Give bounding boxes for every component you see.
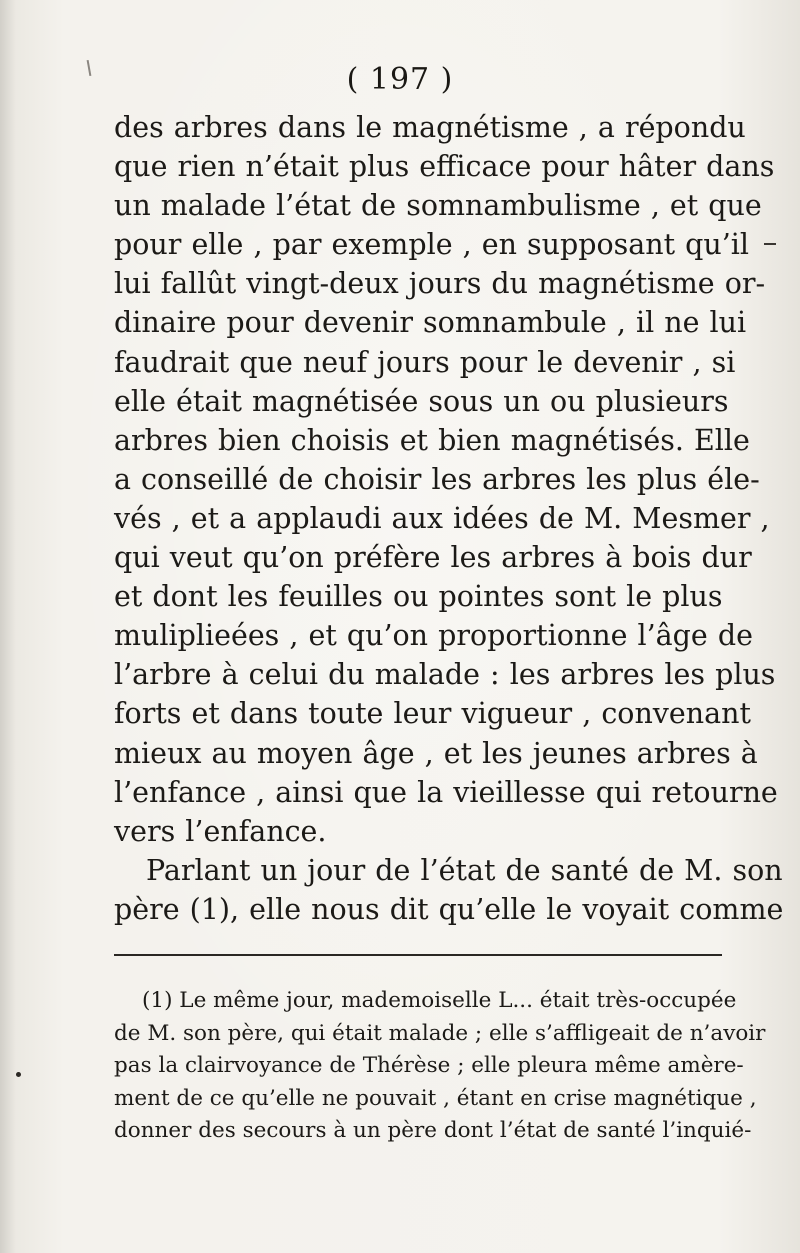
body-line: vers l’enfance. <box>114 814 327 848</box>
paragraph-start-line: Parlant un jour de l’état de santé de M. son <box>146 853 783 887</box>
body-line: faudrait que neuf jours pour le devenir , si <box>114 345 736 379</box>
body-line: un malade l’état de somnambulisme , et que <box>114 189 762 223</box>
margin-dash <box>764 243 776 245</box>
body-line: a conseillé de choisir les arbres les plus éle- <box>114 462 760 496</box>
body-line: vés , et a applaudi aux idées de M. Mesmer , <box>114 501 770 535</box>
body-line: et dont les feuilles ou pointes sont le plus <box>114 580 723 614</box>
body-line: forts et dans toute leur vigueur , convenant <box>114 697 751 731</box>
body-text <box>114 108 784 929</box>
body-line: elle était magnétisée sous un ou plusieurs <box>114 384 729 418</box>
body-line: pour elle , par exemple , en supposant qu’il <box>114 228 750 262</box>
body-line: l’enfance , ainsi que la vieillesse qui retourne <box>114 775 778 809</box>
footnote-line: ment de ce qu’elle ne pouvait , étant en crise magnétique , <box>114 1085 757 1111</box>
footnote-line: de M. son père, qui était malade ; elle s’affligeait de n’avoir <box>114 1020 766 1046</box>
footnote-separator-rule <box>114 954 722 956</box>
body-line: père (1), elle nous dit qu’elle le voyait comme <box>114 892 784 926</box>
margin-dot <box>16 1072 21 1077</box>
footnote-line: pas la clairvoyance de Thérèse ; elle pleura même amère- <box>114 1053 744 1078</box>
body-line: l’arbre à celui du malade : les arbres les plus <box>114 658 776 692</box>
body-line: dinaire pour devenir somnambule , il ne lui <box>114 306 747 340</box>
body-line: muliplieées , et qu’on proportionne l’âge de <box>114 619 753 653</box>
body-line: des arbres dans le magnétisme , a répondu <box>114 111 746 144</box>
footnote <box>114 985 766 1148</box>
footnote-line: (1) Le même jour, mademoiselle L... était très-occupée <box>142 988 737 1013</box>
page-edge-shadow <box>0 0 16 1253</box>
body-line: mieux au moyen âge , et les jeunes arbres à <box>114 736 758 770</box>
body-line: que rien n’était plus efficace pour hâter dans <box>114 150 775 184</box>
body-line: arbres bien choisis et bien magnétisés. Elle <box>114 423 750 457</box>
body-line: lui fallût vingt-deux jours du magnétisme or- <box>114 267 766 301</box>
footnote-line: donner des secours à un père dont l’état de santé l’inquié- <box>114 1118 752 1143</box>
page-number: ( 197 ) <box>346 62 454 97</box>
body-line: qui veut qu’on préfère les arbres à bois dur <box>114 541 752 575</box>
